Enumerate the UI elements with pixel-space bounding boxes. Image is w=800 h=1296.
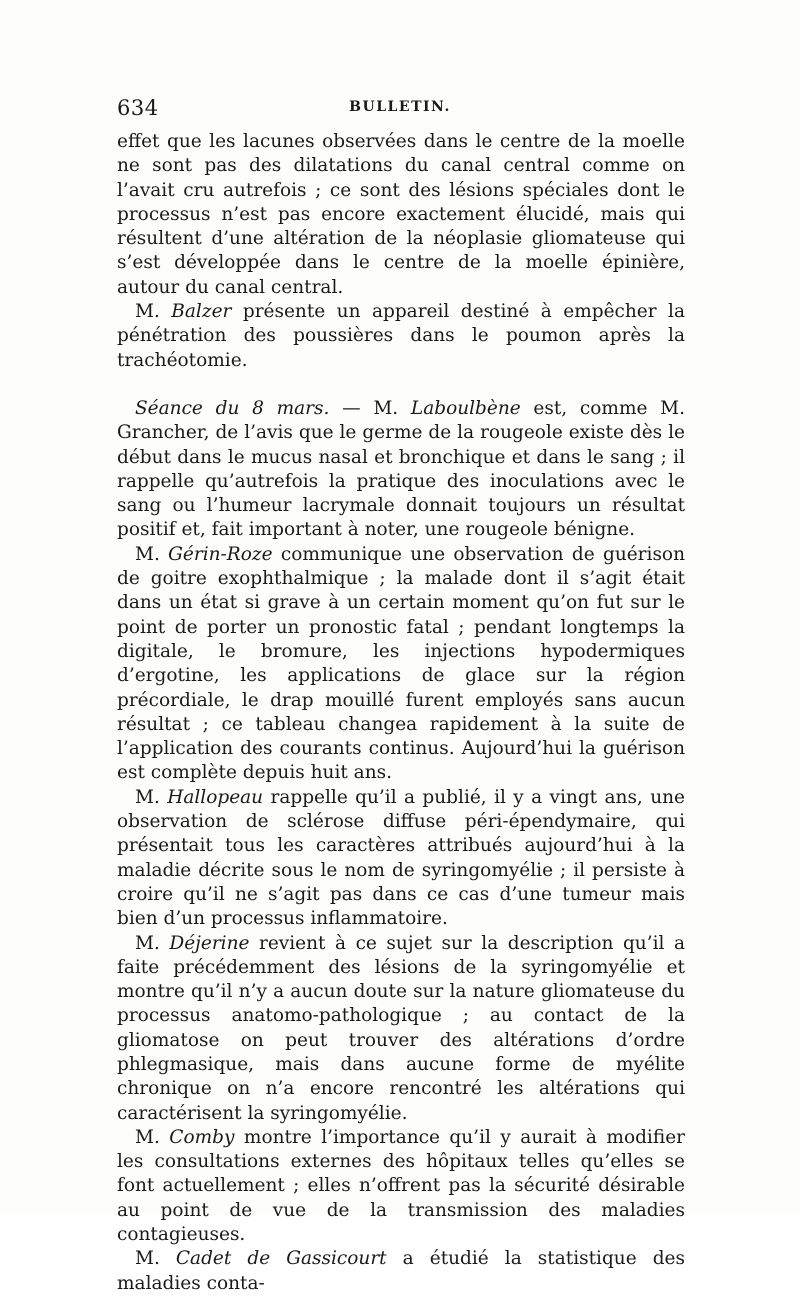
paragraph-p5 bbox=[117, 786, 685, 932]
italic-run: Laboulbène bbox=[410, 397, 521, 419]
paragraph-p1 bbox=[117, 130, 685, 300]
italic-run: Comby bbox=[169, 1126, 235, 1148]
text-run: présente un appareil destiné à empêcher la pénétration des poussières dans le poumon après la trachéotomie. bbox=[117, 301, 685, 371]
text-run: montre l’importance qu’il y aurait à modifier les consultations externes des hôpitaux telles qu’elles se font actuellement ; elles n’offrent pas la sécurité désirable au point de vue de la transmission des maladies contagieuses. bbox=[117, 1126, 685, 1246]
page-header bbox=[117, 96, 683, 126]
page-number: 634 bbox=[117, 96, 159, 120]
text-run: — M. bbox=[329, 397, 411, 419]
paragraph-p6 bbox=[117, 932, 685, 1126]
paragraph-p8 bbox=[117, 1247, 685, 1296]
italic-run: Balzer bbox=[171, 301, 232, 323]
text-run: M. bbox=[135, 932, 170, 954]
paragraph-p3 bbox=[117, 397, 685, 543]
text-run: rappelle qu’il a publié, il y a vingt ans, une observation de sclérose diffuse péri-épendymaire, qui présentait tous les caractères attribués aujourd’hui à la maladie décrite sous le nom de syringomyélie ; il persiste à croire qu’il ne s’agit pas dans ce cas d’une tumeur mais bien d’un processus inflammatoire. bbox=[117, 786, 685, 930]
italic-run: Déjerine bbox=[169, 932, 250, 954]
italic-run: Cadet de Gassicourt bbox=[175, 1248, 387, 1270]
text-run: effet que les lacunes observées dans le centre de la moelle ne sont pas des dilatations du canal central comme on l’avait cru autrefois ; ce sont des lésions spéciales dont le processus n’est pas encore exactement élucidé, mais qui résultent d’une altération de la néoplasie gliomateuse qui s’est développée dans le centre de la moelle épinière, autour du canal central. bbox=[117, 131, 685, 298]
text-run: communique une observation de guérison de goitre exophthalmique ; la malade dont il s’agit était dans un état si grave à un certain moment qu’on fut sur le point de porter un pronostic fatal ; pendant longtemps la digitale, le bromure, les injections hypodermiques d’ergotine, les applications de glace sur la région précordiale, le drap mouillé furent employés sans aucun résultat ; ce tableau changea rapidement à la suite de l’application des courants continus. Aujourd’hui la guérison est complète depuis huit ans. bbox=[117, 543, 685, 784]
paragraph-p7 bbox=[117, 1126, 685, 1247]
italic-run: Hallopeau bbox=[167, 786, 264, 808]
running-title: BULLETIN. bbox=[349, 99, 451, 115]
text-run: M. bbox=[135, 543, 169, 565]
text-run: M. bbox=[135, 1248, 176, 1270]
text-run: M. bbox=[135, 1126, 170, 1148]
text-run: est, comme M. Grancher, de l’avis que le germe de la rougeole existe dès le début dans le mucus nasal et bronchique et dans le sang ; il rappelle qu’autrefois la pratique des inoculations avec le sang ou l’humeur lacrymale donnait toujours un résultat positif et, fait important à noter, une rougeole bénigne. bbox=[117, 397, 685, 541]
text-run: M. bbox=[135, 786, 168, 808]
italic-run: Séance du 8 mars. bbox=[135, 397, 330, 419]
text-run: revient à ce sujet sur la description qu’il a faite précédemment des lésions de la syringomyélie et montre qu’il n’y a aucun doute sur la nature gliomateuse du processus anatomo-pathologique ; au contact de la gliomatose on peut trouver des altérations d’ordre phlegmasique, mais dans aucune forme de myélite chronique on n’a encore rencontré les altérations qui caractérisent la syringomyélie. bbox=[117, 932, 685, 1124]
paragraph-p2 bbox=[117, 300, 685, 373]
italic-run: Gérin-Roze bbox=[168, 543, 273, 565]
paragraph-p4 bbox=[117, 543, 685, 786]
text-run: a étudié la statistique des maladies conta- bbox=[117, 1248, 685, 1294]
text-run: M. bbox=[135, 301, 172, 323]
body-text bbox=[117, 130, 685, 1296]
